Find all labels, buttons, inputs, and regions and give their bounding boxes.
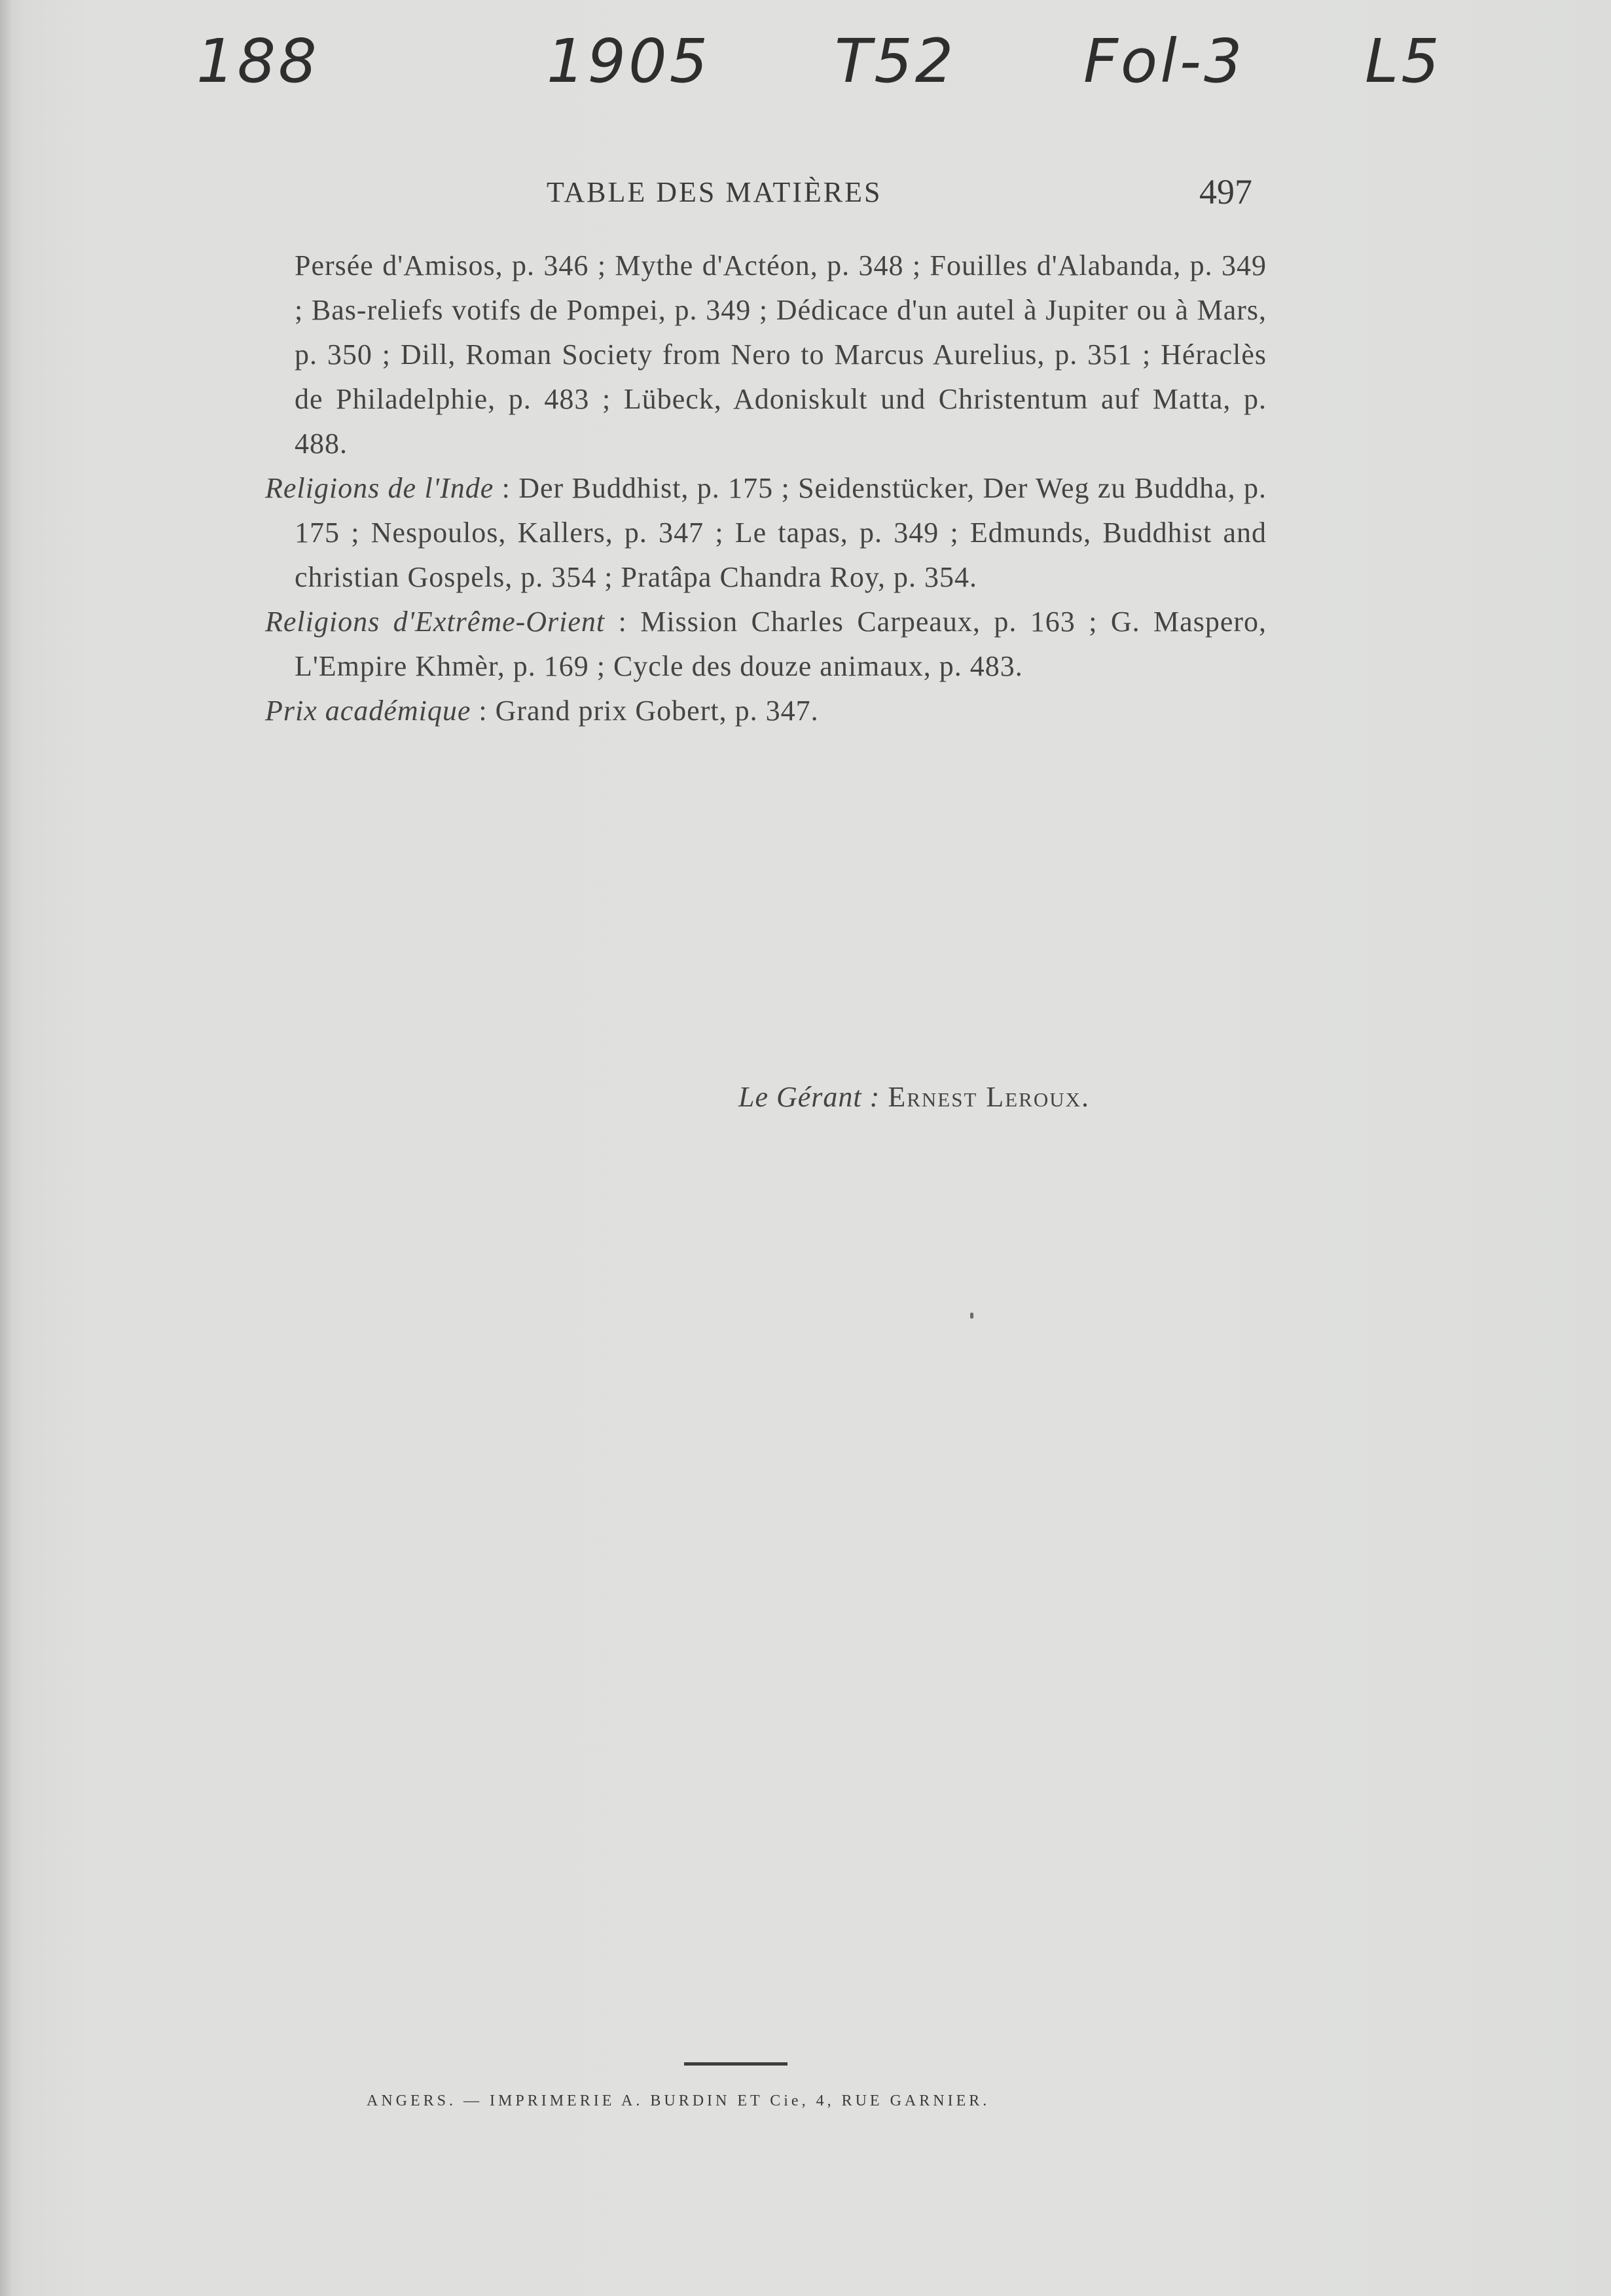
- toc-entry-prix-academique: [265, 689, 1267, 733]
- printer-imprint: ANGERS. — IMPRIMERIE A. BURDIN ET Cie, 4, RUE GARNIER.: [367, 2092, 990, 2109]
- entry-text: : Der Buddhist, p. 175 ; Seidenstücker, Der Weg zu Buddha, p. 175 ; Nespoulos, Kallers, p. 347 ; Le tapas, p. 349 ; Edmunds, Buddhist and christian Gospels, p. 354 ; Pratâpa Chandra Roy, p. 354.: [295, 472, 1267, 593]
- entry-heading: Religions de l'Inde: [265, 472, 494, 504]
- entry-text: : Grand prix Gobert, p. 347.: [471, 695, 819, 727]
- handwritten-note-4: Fol-3: [1083, 26, 1245, 96]
- toc-entry-religions-extreme-orient: [265, 600, 1267, 689]
- toc-entry-continuation: [265, 244, 1267, 466]
- page-number: 497: [1199, 172, 1252, 211]
- handwritten-note-5: L5: [1365, 26, 1442, 96]
- handwritten-note-1: 188: [196, 26, 319, 96]
- gerant-signature-line: [738, 1080, 1090, 1114]
- toc-entry-religions-inde: [265, 466, 1267, 600]
- entry-heading: Religions d'Extrême-Orient: [265, 606, 606, 638]
- gerant-name: Ernest Leroux.: [888, 1081, 1091, 1113]
- entry-text: : Mission Charles Carpeaux, p. 163 ; G. Maspero, L'Empire Khmèr, p. 169 ; Cycle des douze animaux, p. 483.: [295, 606, 1267, 682]
- running-head: TABLE DES MATIÈRES: [547, 176, 882, 208]
- paper-speck: [970, 1313, 973, 1319]
- table-of-contents-body: [265, 244, 1267, 733]
- handwritten-note-2: 1905: [547, 26, 711, 96]
- page-spine-shadow: [0, 0, 12, 2296]
- gerant-label: Le Gérant :: [738, 1081, 880, 1113]
- handwritten-note-3: T52: [835, 26, 956, 96]
- footer-rule: [684, 2062, 787, 2066]
- entry-heading: Prix académique: [265, 695, 471, 727]
- entry-text: Persée d'Amisos, p. 346 ; Mythe d'Actéon, p. 348 ; Fouilles d'Alabanda, p. 349 ; Bas-reliefs votifs de Pompei, p. 349 ; Dédicace d'un autel à Jupiter ou à Mars, p. 350 ; Dill, Roman Society from Nero to Marcus Aurelius, p. 351 ; Héraclès de Philadelphie, p. 483 ; Lübeck, Adoniskult und Christentum auf Matta, p. 488.: [295, 249, 1267, 460]
